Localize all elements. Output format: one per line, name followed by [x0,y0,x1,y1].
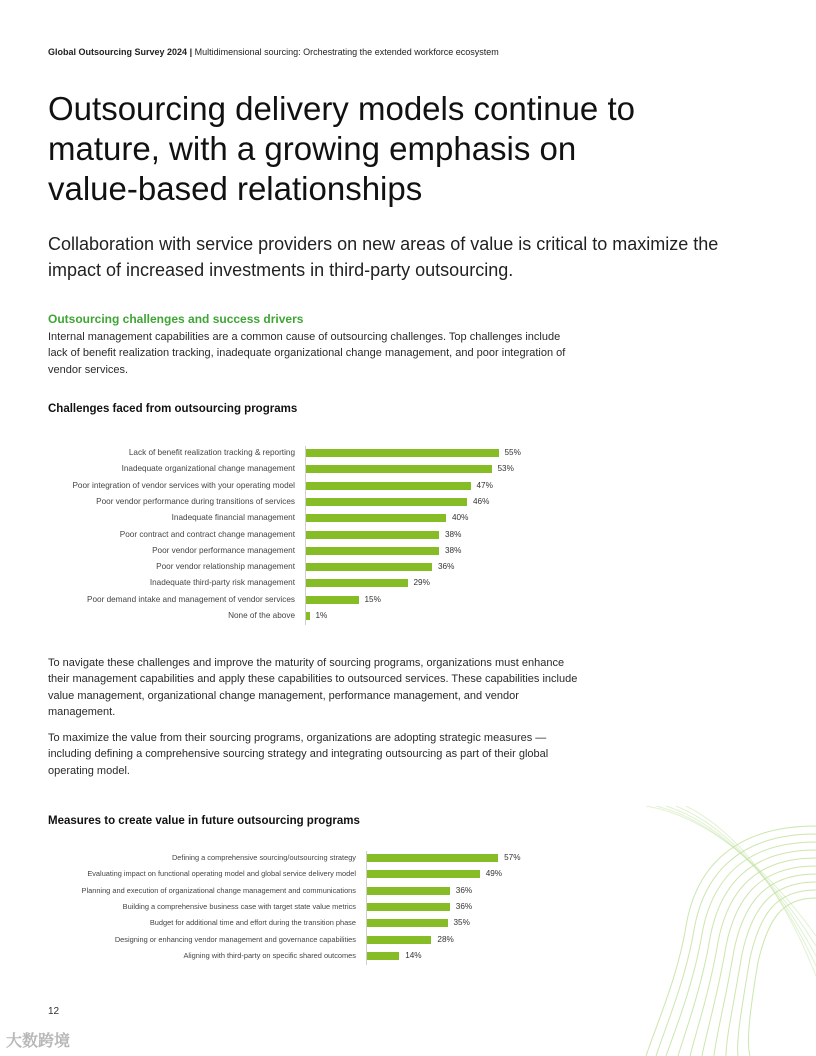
decorative-wave-graphic [586,806,816,1056]
report-name: Global Outsourcing Survey 2024 [48,47,188,57]
value-label: 14% [405,950,422,960]
value-label: 36% [455,885,473,895]
section-heading: Outsourcing challenges and success drivers [48,312,304,326]
page-number: 12 [48,1006,60,1017]
value-label: 57% [504,853,521,862]
category-label: Poor vendor relationship management [156,562,295,572]
chart-row [0,495,816,509]
value-label: 1% [315,611,328,620]
bar [306,563,432,571]
bar [306,579,408,587]
bar [367,936,431,944]
bar [367,854,498,862]
category-label: Poor vendor performance during transitions of services [96,496,295,506]
maximize-paragraph: To maximize the value from their sourcing programs, organizations are adopting strategic measures —including defining a comprehensive sourcing strategy and integrating outsourcing as part of their global operating model. [48,732,549,777]
chart-row [0,528,816,542]
value-label: 36% [455,901,473,911]
value-label: 38% [445,529,462,539]
value-label: 47% [476,480,493,490]
bar [306,514,446,522]
bar [306,596,359,604]
bar [306,531,439,539]
chart-row [0,446,816,460]
bar [306,449,499,457]
category-label: Inadequate financial management [171,513,295,523]
value-label: 38% [445,545,462,555]
value-label: 36% [438,562,455,572]
bar [367,887,450,895]
value-label: 35% [453,918,470,928]
bar [306,612,310,620]
running-header [48,47,499,57]
bar [367,903,450,911]
category-label: Poor demand intake and management of vendor services [87,594,295,604]
category-label: Building a comprehensive business case with target state value metrics [122,901,356,911]
category-label: Budget for additional time and effort during the transition phase [149,918,356,928]
chart-row [0,462,816,476]
category-label: Inadequate organizational change management [121,464,295,474]
category-label: Designing or enhancing vendor management and governance capabilities [114,934,356,944]
category-label: Inadequate third-party risk management [149,578,295,588]
watermark: 大数跨境 [6,1033,71,1050]
value-label: 49% [485,869,503,879]
challenges-bar-chart [0,446,816,626]
category-label: Evaluating impact on functional operating model and global service delivery model [87,869,356,879]
chart-row [0,479,816,493]
page-subtitle: Collaboration with service providers on new areas of value is critical to maximize the impact of increased investments in third-party outsourcing. [48,234,719,280]
value-label: 53% [497,464,514,474]
value-label: 46% [473,496,490,506]
bar [367,870,480,878]
category-label: None of the above [228,611,295,620]
chart-row [0,609,816,623]
value-label: 15% [364,594,381,604]
chart-row [0,544,816,558]
bar [306,482,471,490]
page-title: Outsourcing delivery models continue to mature, with a growing emphasis on value-based relationships [48,90,635,207]
chart-row [0,576,816,590]
chart-row [0,593,816,607]
category-label: Planning and execution of organizational change management and communications [81,885,356,895]
bar [306,547,439,555]
bar [306,465,492,473]
chart-row [0,511,816,525]
bar [367,919,448,927]
header-separator: | [189,47,193,57]
category-label: Poor contract and contract change management [119,529,295,539]
value-label: 29% [413,578,430,588]
category-label: Aligning with third-party on specific shared outcomes [183,950,356,960]
value-label: 55% [504,448,521,457]
category-label: Lack of benefit realization tracking & reporting [128,448,295,457]
category-label: Defining a comprehensive sourcing/outsourcing strategy [171,853,356,862]
intro-paragraph: Internal management capabilities are a common cause of outsourcing challenges. Top challenges include lack of benefit realization tracking, inadequate organizational change management, and poor integration of vendor services. [48,331,566,376]
value-label: 28% [437,934,454,944]
category-label: Poor vendor performance management [152,545,295,555]
bar [306,498,467,506]
value-label: 40% [452,513,469,523]
chart-title-challenges: Challenges faced from outsourcing programs [48,403,298,415]
category-label: Poor integration of vendor services with your operating model [72,480,295,490]
report-subtitle: Multidimensional sourcing: Orchestrating the extended workforce ecosystem [194,47,499,57]
chart-row [0,560,816,574]
navigate-paragraph: To navigate these challenges and improve the maturity of sourcing programs, organizations must enhance their management capabilities and apply these capabilities to outsourced services. These capabilities include value management, organizational change management, performance management, and vendor management. [48,657,578,718]
chart-title-measures: Measures to create value in future outsourcing programs [48,815,360,827]
bar [367,952,399,960]
